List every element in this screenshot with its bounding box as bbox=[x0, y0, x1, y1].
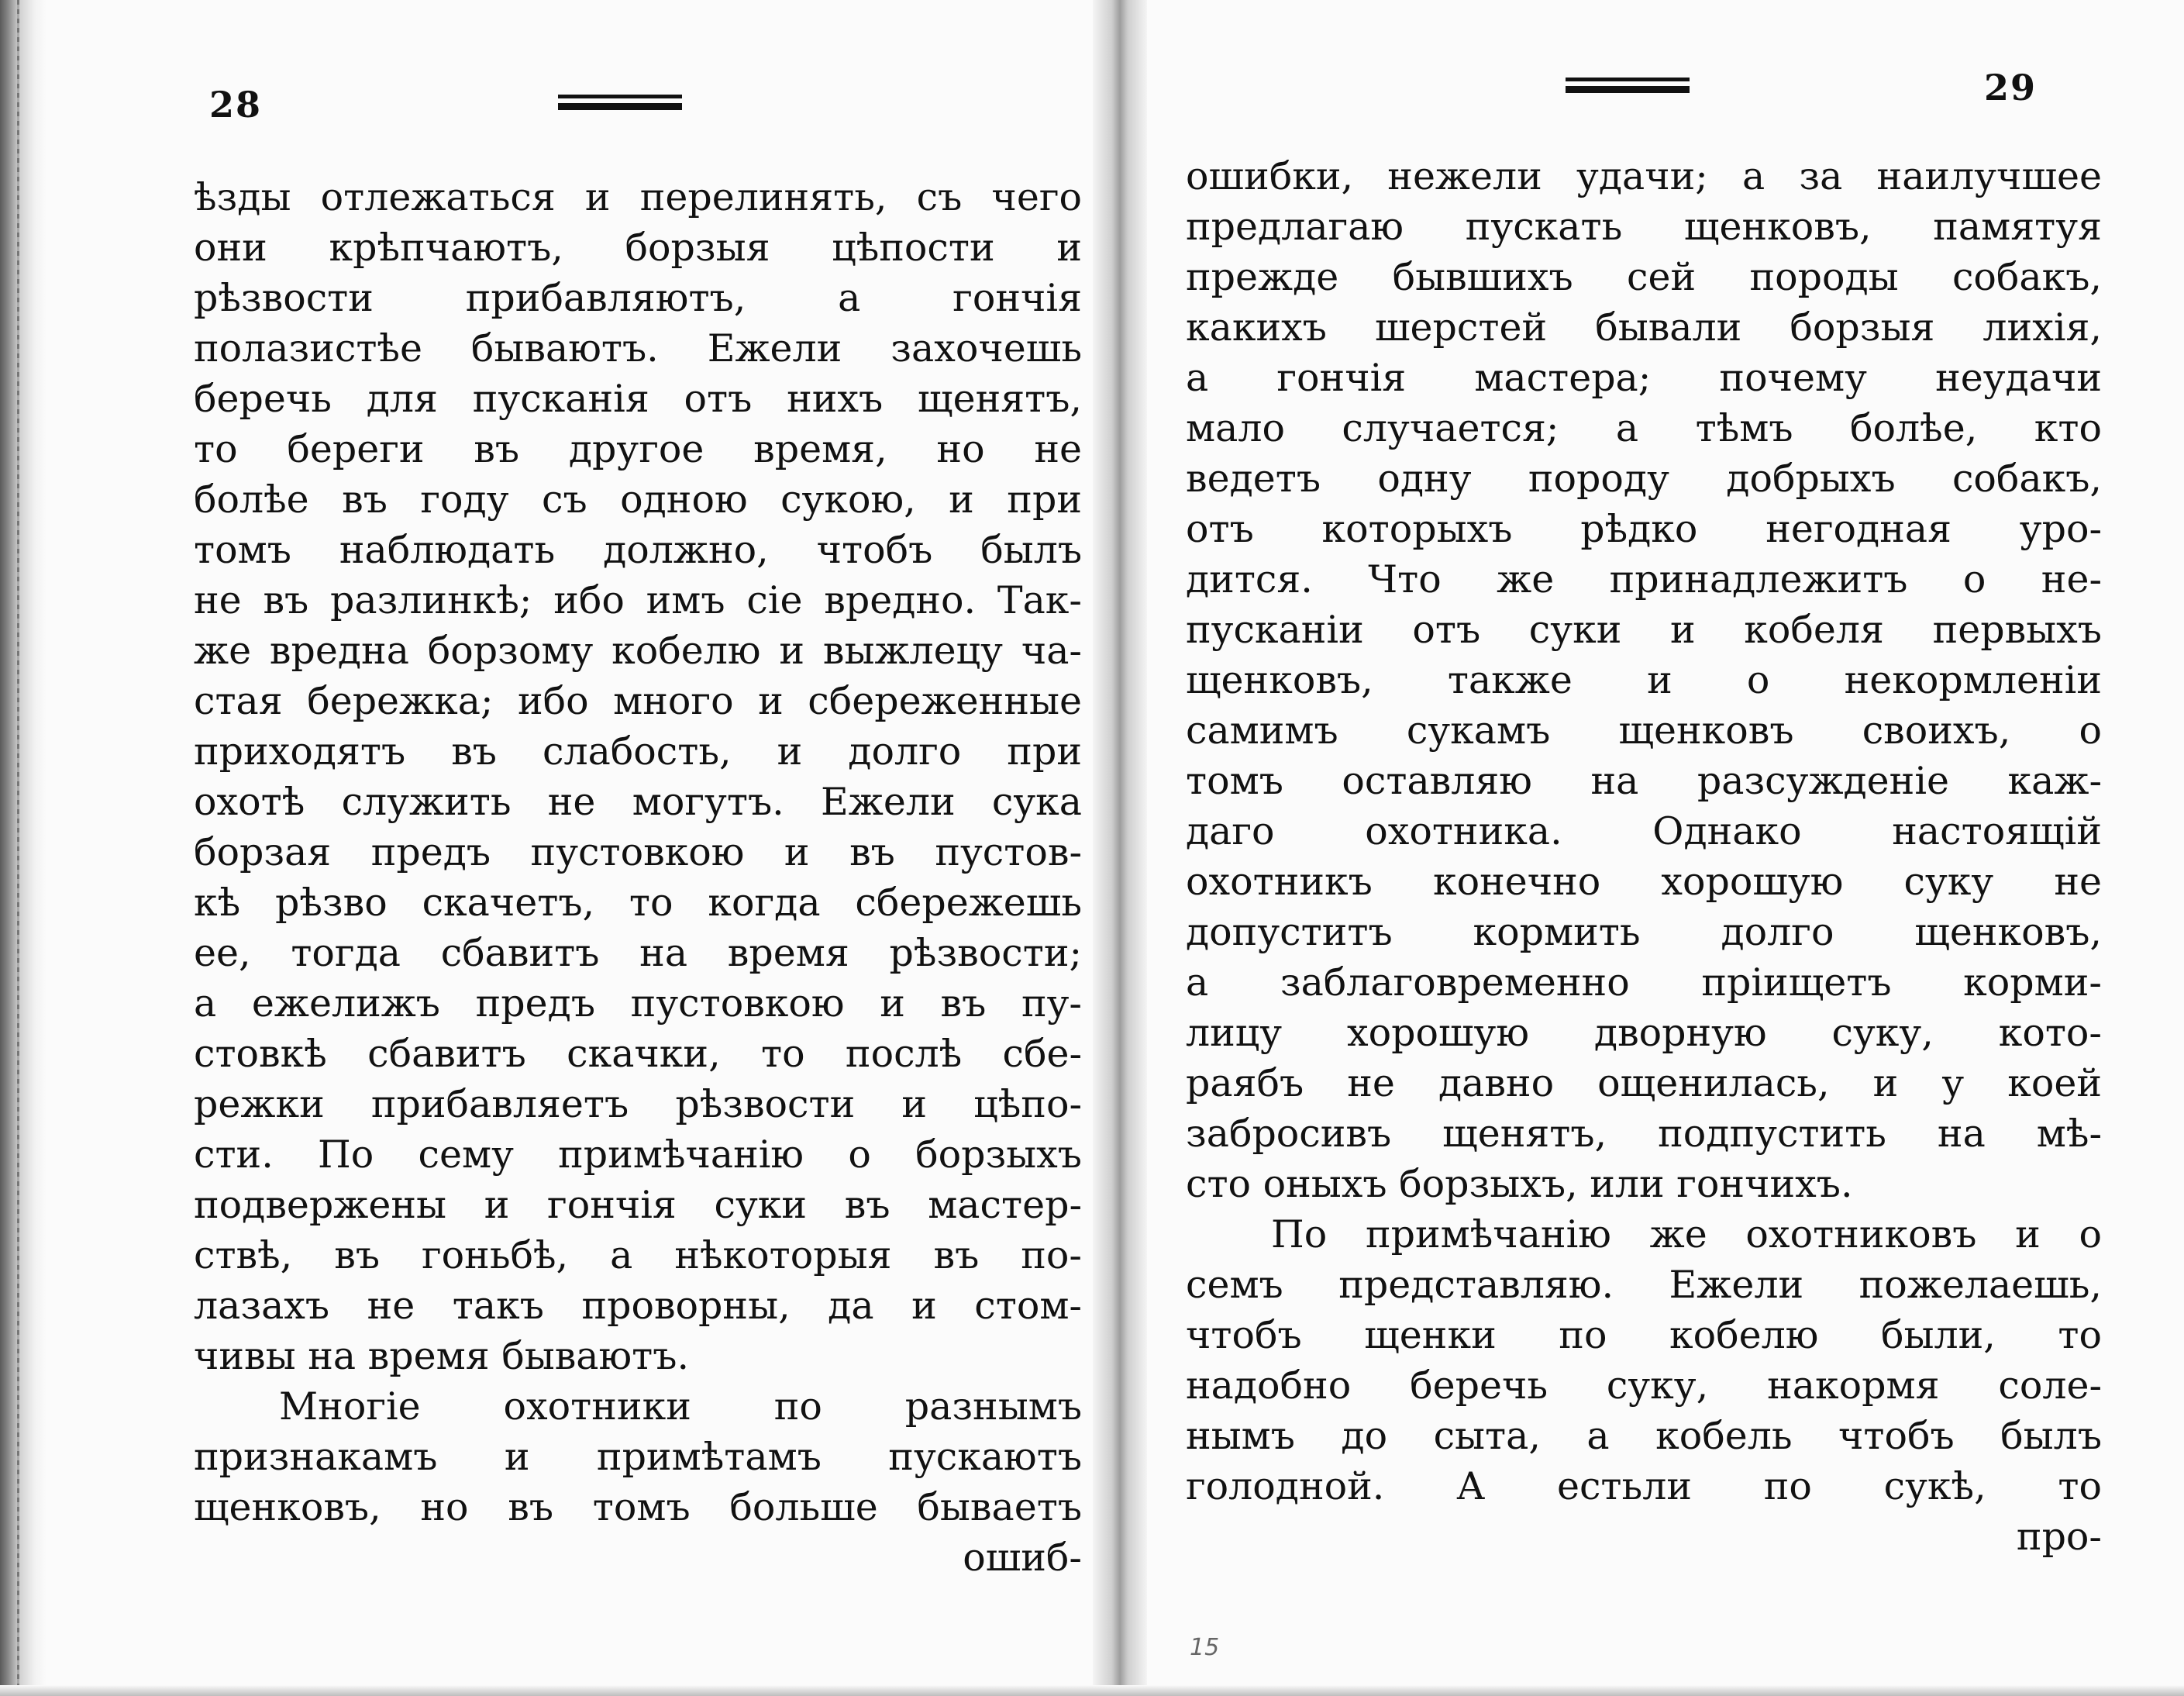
text-line: предлагаю пускать щенковъ, памятуя bbox=[1186, 205, 2102, 249]
text-line: томъ оставляю на разсужденіе каж- bbox=[1186, 759, 2102, 803]
text-line: борзая предъ пустовкою и въ пустов- bbox=[194, 830, 1082, 874]
text-line: прежде бывшихъ сей породы собакъ, bbox=[1186, 255, 2102, 299]
text-line: пусканіи отъ суки и кобеля первыхъ bbox=[1186, 608, 2102, 652]
text-line: раябъ не давно ощенилась, и у коей bbox=[1186, 1061, 2102, 1105]
text-line: беречь для пусканія отъ нихъ щенятъ, bbox=[194, 377, 1082, 421]
text-line: семъ представляю. Ежели пожелаешь, bbox=[1186, 1263, 2102, 1307]
text-line: же вредна борзому кобелю и выжлецу ча- bbox=[194, 629, 1082, 673]
text-line: ведетъ одну породу добрыхъ собакъ, bbox=[1186, 457, 2102, 501]
text-line: ствѣ, въ гоньбѣ, а нѣкоторыя въ по- bbox=[194, 1233, 1082, 1277]
text-line: охотѣ служить не могутъ. Ежели сука bbox=[194, 780, 1082, 824]
text-line: подвержены и гончія суки въ мастер- bbox=[194, 1183, 1082, 1227]
right-header-rule bbox=[1566, 78, 1690, 95]
catchword: ошиб- bbox=[963, 1536, 1082, 1580]
left-page-number: 28 bbox=[209, 84, 263, 126]
text-line: томъ наблюдать должно, чтобъ былъ bbox=[194, 528, 1082, 572]
text-line: какихъ шерстей бывали борзыя лихія, bbox=[1186, 305, 2102, 350]
text-line: ѣзды отлежаться и перелинять, съ чего bbox=[194, 175, 1082, 219]
left-page-text bbox=[194, 172, 1082, 1583]
text-line: приходятъ въ слабость, и долго при bbox=[194, 729, 1082, 774]
left-header-rule bbox=[558, 95, 682, 112]
text-line: не въ разлинкѣ; ибо имъ сіе вредно. Так- bbox=[194, 578, 1082, 622]
text-line: охотникъ конечно хорошую суку не bbox=[1186, 860, 2102, 904]
text-line: болѣе въ году съ одною сукою, и при bbox=[194, 477, 1082, 522]
text-line: чтобъ щенки по кобелю были, то bbox=[1186, 1313, 2102, 1357]
text-line: отъ которыхъ рѣдко негодная уро- bbox=[1186, 507, 2102, 551]
right-page bbox=[1147, 0, 2184, 1696]
text-line: лицу хорошую дворную суку, кото- bbox=[1186, 1011, 2102, 1055]
right-page-number: 29 bbox=[1984, 67, 2038, 109]
text-line: полазистѣе бываютъ. Ежели захочешь bbox=[194, 326, 1082, 371]
text-line: ее, тогда сбавитъ на время рѣзвости; bbox=[194, 931, 1082, 975]
text-line: забросивъ щенятъ, подпустить на мѣ- bbox=[1186, 1112, 2102, 1156]
text-line: дится. Что же принадлежитъ о не- bbox=[1186, 557, 2102, 602]
text-line: а ежелижъ предъ пустовкою и въ пу- bbox=[194, 981, 1082, 1026]
text-line: ошибки, нежели удачи; а за наилучшее bbox=[1186, 154, 2102, 198]
text-line: щенковъ, но въ томъ больше бываетъ bbox=[194, 1485, 1082, 1529]
text-line: сто оныхъ борзыхъ, или гончихъ. bbox=[1186, 1162, 1853, 1206]
text-line: а гончія мастера; почему неудачи bbox=[1186, 356, 2102, 400]
text-line: они крѣпчаютъ, борзыя цѣпости и bbox=[194, 226, 1082, 270]
text-line: надобно беречь суку, накормя соле- bbox=[1186, 1363, 2102, 1408]
text-line: режки прибавляетъ рѣзвости и цѣпо- bbox=[194, 1082, 1082, 1126]
text-line: мало случается; а тѣмъ болѣе, кто bbox=[1186, 406, 2102, 450]
text-line: сти. По сему примѣчанію о борзыхъ bbox=[194, 1132, 1082, 1177]
text-line: чивы на время бываютъ. bbox=[194, 1334, 690, 1378]
text-line: рѣзвости прибавляютъ, а гончія bbox=[194, 276, 1082, 320]
text-line: признакамъ и примѣтамъ пускаютъ bbox=[194, 1435, 1082, 1479]
text-line: лазахъ не такъ проворны, да и стом- bbox=[194, 1284, 1082, 1328]
text-line: то береги въ другое время, но не bbox=[194, 427, 1082, 471]
book-edge bbox=[0, 0, 47, 1696]
text-line: стовкѣ сбавитъ скачки, то послѣ сбе- bbox=[194, 1032, 1082, 1076]
margin-handwritten-note: 15 bbox=[1190, 1634, 1220, 1661]
text-line: самимъ сукамъ щенковъ своихъ, о bbox=[1186, 708, 2102, 753]
text-line: даго охотника. Однако настоящій bbox=[1186, 809, 2102, 853]
paragraph-start-line: По примѣчанію же охотниковъ и о bbox=[1271, 1212, 2102, 1256]
text-line: кѣ рѣзво скачетъ, то когда сбережешь bbox=[194, 881, 1082, 925]
book-gutter bbox=[1093, 0, 1147, 1696]
text-line: допуститъ кормить долго щенковъ, bbox=[1186, 910, 2102, 954]
text-line: голодной. А естьли по сукѣ, то bbox=[1186, 1464, 2102, 1508]
text-line: стая бережка; ибо много и сбереженные bbox=[194, 679, 1082, 723]
right-page-text bbox=[1186, 151, 2102, 1562]
text-line: нымъ до сыта, а кобель чтобъ былъ bbox=[1186, 1414, 2102, 1458]
text-line: а заблаговременно пріищетъ корми- bbox=[1186, 960, 2102, 1005]
left-page bbox=[47, 0, 1093, 1696]
text-line: щенковъ, также и о некормленіи bbox=[1186, 658, 2102, 702]
catchword: про- bbox=[2016, 1515, 2102, 1559]
paragraph-start-line: Многіе охотники по разнымъ bbox=[279, 1384, 1082, 1429]
